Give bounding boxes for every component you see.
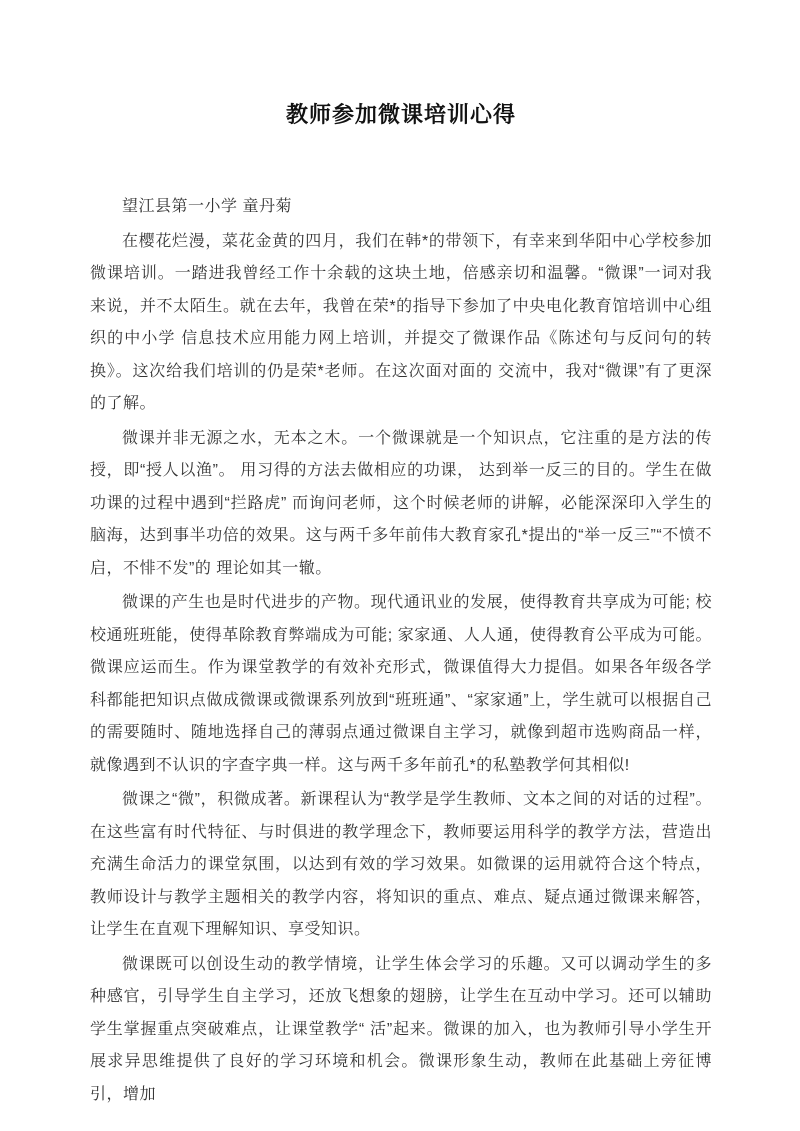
paragraph-3: 微课的产生也是时代进步的产物。现代通讯业的发展，使得教育共享成为可能; 校校通班班能，使得革除教育弊端成为可能; 家家通、人人通，使得教育公平成为可能。微课应运而生。作为课堂教学的有效补充形式，微课值得大力提倡。如果各年级各学科都能把知识点做成微课或微课系列放到“班班通”、“家家通”上，学生就可以根据自己的需要随时、随地选择自己的薄弱点通过微课自主学习，就像到超市选购商品一样，就像遇到不认识的字查字典一样。这与两千多年前孔*的私塾教学何其相似! [90,594,712,774]
document-body [90,191,712,1111]
byline: 望江县第一小学 童丹菊 [122,198,292,215]
paragraph-1: 在樱花烂漫，菜花金黄的四月，我们在韩*的带领下，有幸来到华阳中心学校参加微课培训。一踏进我曾经工作十余载的这块土地，倍感亲切和温馨。“微课”一词对我来说，并不太陌生。就在去年，我曾在荣*的指导下参加了中央电化教育馆培训中心组织的中小学 信息技术应用能力网上培训，并提交了微课作品《陈述句与反问句的转换》。这次给我们培训的仍是荣*老师。在这次面对面的 交流中，我对“微课”有了更深的了解。 [90,232,712,412]
paragraph-5: 微课既可以创设生动的教学情境，让学生体会学习的乐趣。又可以调动学生的多种感官，引导学生自主学习，还放飞想象的翅膀，让学生在互动中学习。还可以辅助学生掌握重点突破难点，让课堂教学“ 活”起来。微课的加入，也为教师引导小学生开展求异思维提供了良好的学习环境和机会。微课形象生动，教师在此基础上旁征博引，增加 [90,955,712,1103]
paragraph-4: 微课之“微”，积微成著。新课程认为“教学是学生教师、文本之间的对话的过程”。在这些富有时代特征、与时俱进的教学理念下，教师要运用科学的教学方法，营造出充满生命活力的课堂氛围，以达到有效的学习效果。如微课的运用就符合这个特点，教师设计与教学主题相关的教学内容，将知识的重点、难点、疑点通过微课来解答，让学生在直观下理解知识、享受知识。 [90,791,712,938]
document-title: 教师参加微课培训心得 [285,102,516,127]
paragraph-2: 微课并非无源之水，无本之木。一个微课就是一个知识点，它注重的是方法的传授，即“授人以渔”。 用习得的方法去做相应的功课， 达到举一反三的目的。学生在做功课的过程中遇到“拦路虎” 而询问老师，这个时候老师的讲解，必能深深印入学生的脑海，达到事半功倍的效果。这与两千多年前伟大教育家孔*提出的“举一反三”“不愤不启，不悱不发”的 理论如其一辙。 [90,429,712,577]
